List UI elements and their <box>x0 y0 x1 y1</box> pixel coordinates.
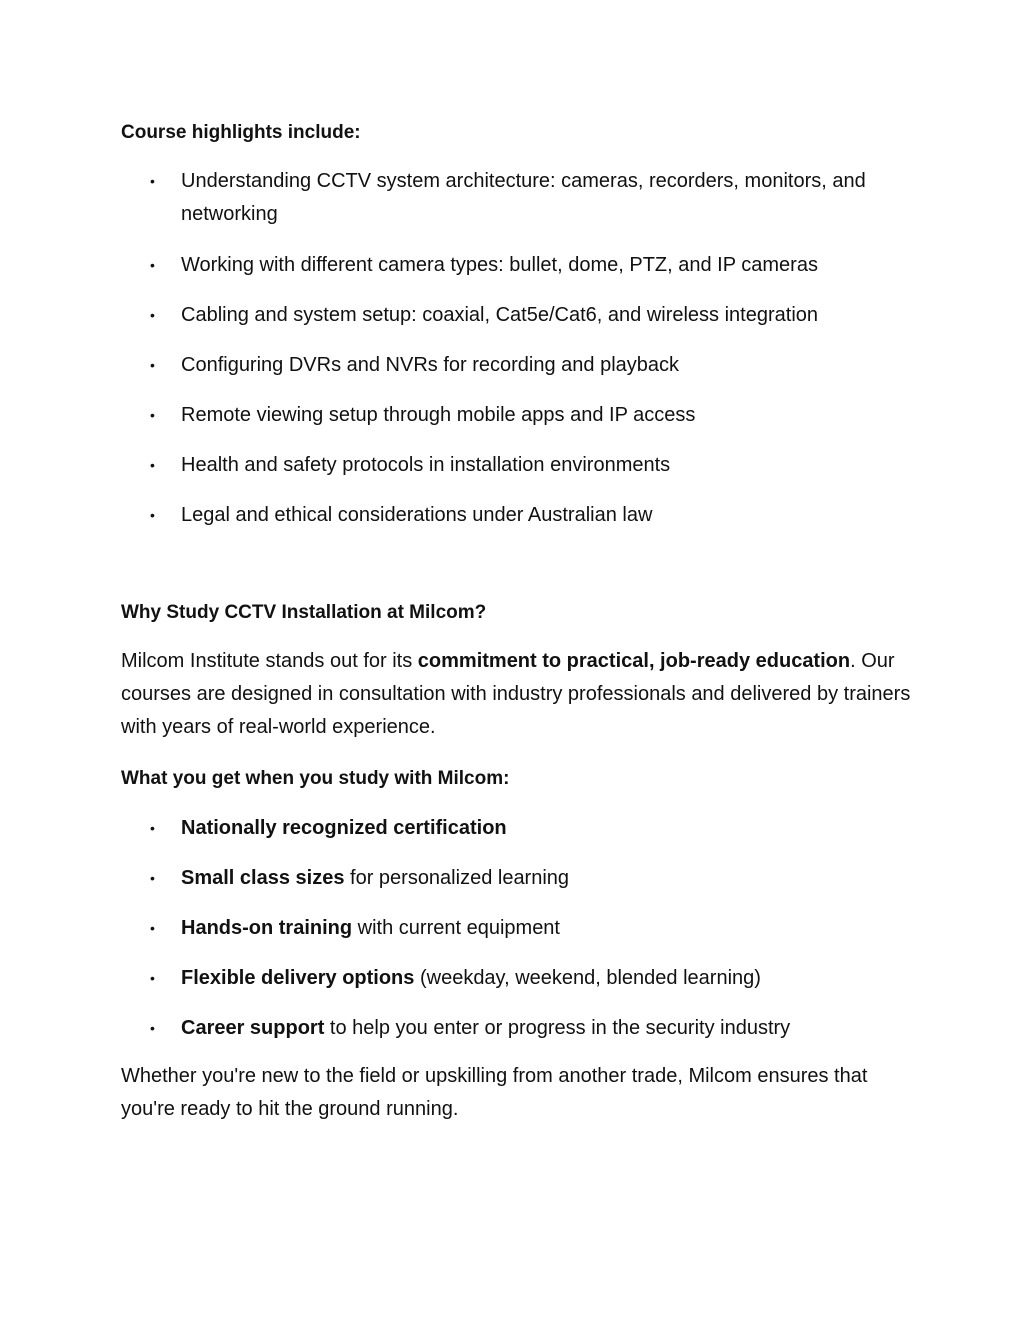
list-item-text: Cabling and system setup: coaxial, Cat5e/Cat6, and wireless integration <box>181 304 819 326</box>
benefits-heading: What you get when you study with Milcom: <box>121 768 510 789</box>
closing-paragraph: Whether you're new to the field or upskilling from another trade, Milcom ensures that you're ready to hit the ground running. <box>121 1065 868 1120</box>
list-item-emphasis: Hands-on training <box>181 917 353 939</box>
bullet-icon: • <box>150 457 155 473</box>
bullet-icon: • <box>150 820 155 836</box>
paragraph-text: Milcom Institute stands out for its <box>121 650 418 672</box>
list-item-rest: to help you enter or progress in the security industry <box>324 1017 791 1039</box>
why-study-heading: Why Study CCTV Installation at Milcom? <box>121 602 487 623</box>
bullet-icon: • <box>150 870 155 886</box>
list-item-text: Understanding CCTV system architecture: cameras, recorders, monitors, and networking <box>181 170 866 225</box>
list-item-text <box>181 862 901 895</box>
list-item-rest: for personalized learning <box>344 867 570 889</box>
bullet-icon: • <box>150 1020 155 1036</box>
bullet-icon: • <box>150 407 155 423</box>
bullet-icon: • <box>150 920 155 936</box>
list-item-text: Working with different camera types: bullet, dome, PTZ, and IP cameras <box>181 254 818 276</box>
why-study-paragraph <box>121 645 911 744</box>
list-item-text: Configuring DVRs and NVRs for recording and playback <box>181 354 680 376</box>
list-item-rest: (weekday, weekend, blended learning) <box>414 967 761 989</box>
bullet-icon: • <box>150 970 155 986</box>
list-item-text: Remote viewing setup through mobile apps and IP access <box>181 404 696 426</box>
bullet-icon: • <box>150 307 155 323</box>
list-item-text: Legal and ethical considerations under Australian law <box>181 504 653 526</box>
paragraph-text: . Our courses are designed in consultation with industry professionals and delivered by trainers with years of real-world experience. <box>121 650 911 738</box>
list-item-emphasis: Nationally recognized certification <box>181 817 507 839</box>
bullet-icon: • <box>150 257 155 273</box>
list-item-text <box>181 812 901 845</box>
list-item-emphasis: Career support <box>181 1017 325 1039</box>
paragraph-emphasis: commitment to practical, job-ready education <box>417 650 851 672</box>
list-item-text <box>181 912 901 945</box>
course-highlights-heading: Course highlights include: <box>121 122 361 143</box>
list-item-text: Health and safety protocols in installation environments <box>181 454 671 476</box>
list-item-text <box>181 1012 901 1045</box>
list-item-rest: with current equipment <box>352 917 560 939</box>
list-item-text <box>181 962 901 995</box>
bullet-icon: • <box>150 507 155 523</box>
bullet-icon: • <box>150 173 155 189</box>
list-item-emphasis: Flexible delivery options <box>181 967 415 989</box>
list-item-emphasis: Small class sizes <box>181 867 345 889</box>
bullet-icon: • <box>150 357 155 373</box>
